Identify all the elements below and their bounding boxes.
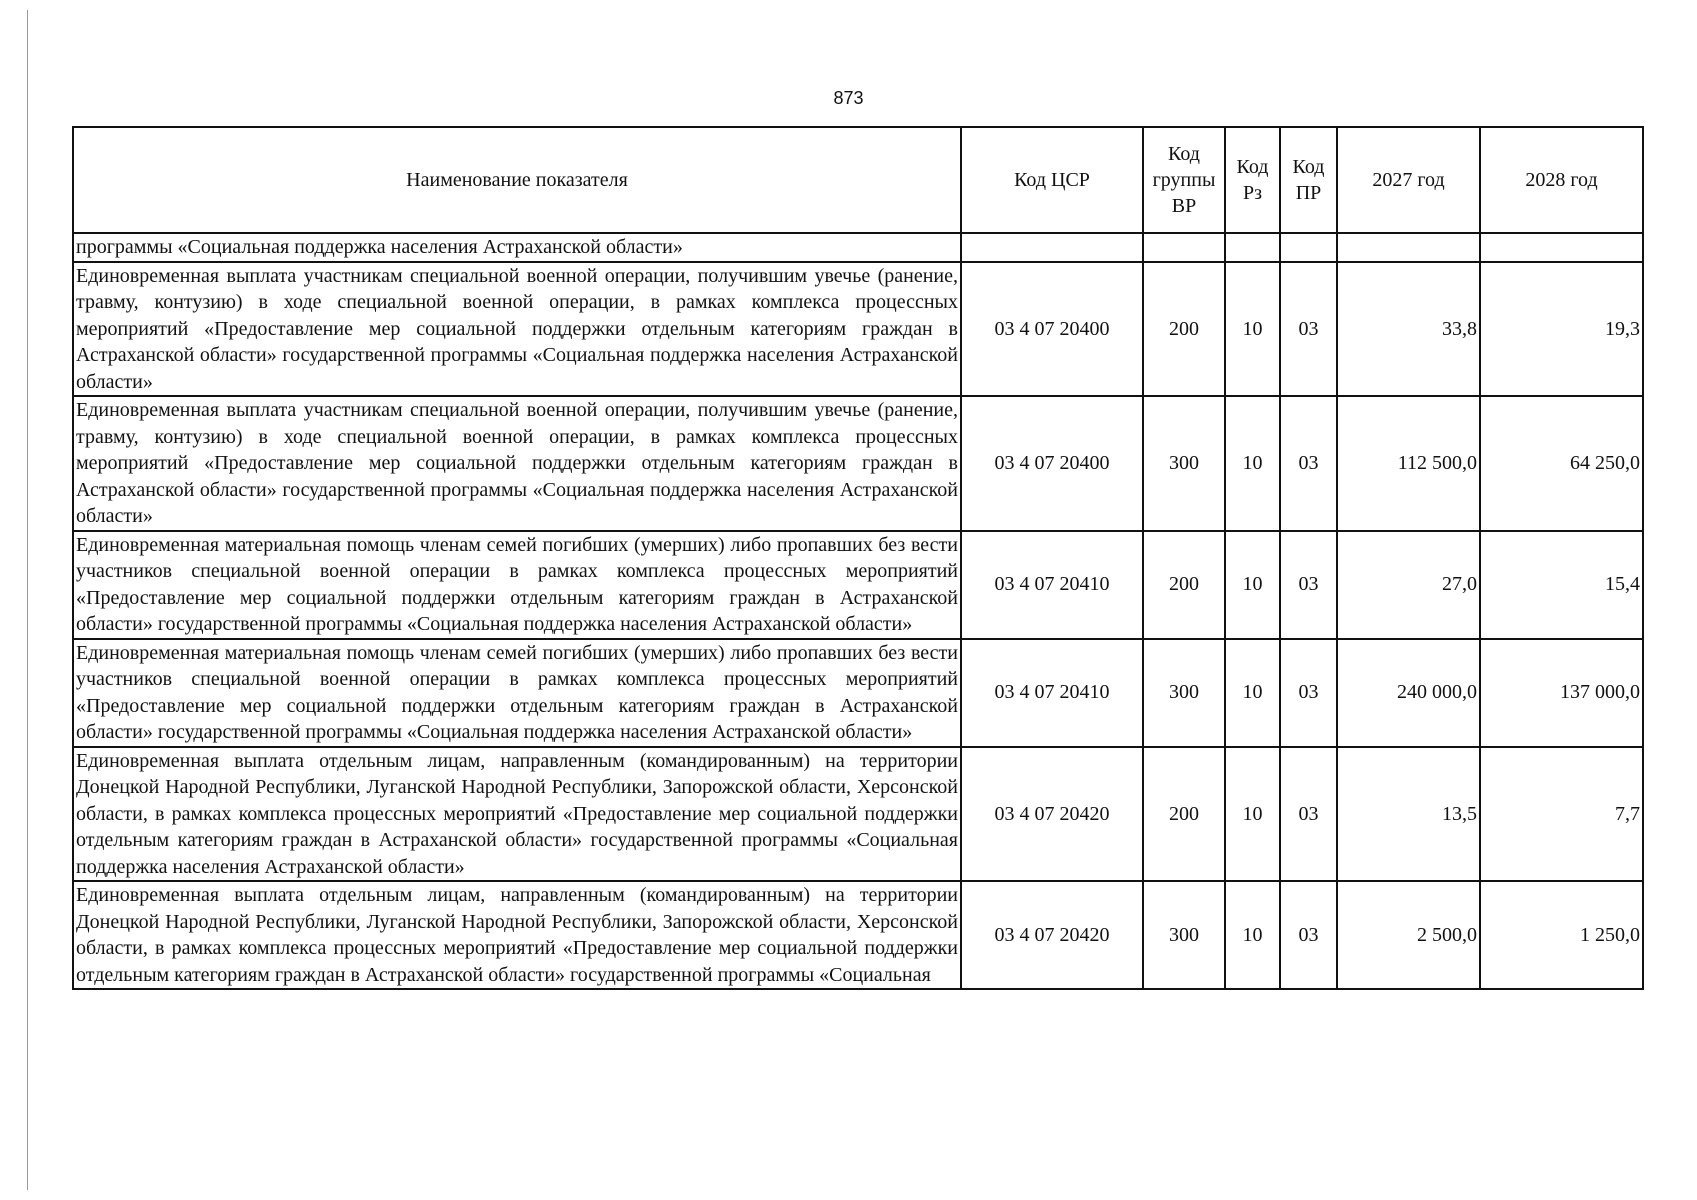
header-name: Наименование показателя	[73, 127, 961, 233]
row-2027: 112 500,0	[1337, 396, 1480, 531]
row-2028: 1 250,0	[1480, 881, 1643, 989]
row-2028: 137 000,0	[1480, 639, 1643, 747]
header-2028: 2028 год	[1480, 127, 1643, 233]
row-2028: 7,7	[1480, 747, 1643, 882]
row-csr: 03 4 07 20420	[961, 881, 1143, 989]
row-rz: 10	[1225, 531, 1280, 639]
table-row	[73, 639, 1643, 747]
row-name: Единовременная выплата отдельным лицам, направленным (командированным) на территории Донецкой Народной Республики, Луганской Народной Республики, Запорожской области, Херсонской области, в рамках комплекса процессных мероприятий «Предоставление мер социальной поддержки отдельным категориям граждан в Астраханской области» государственной программы «Социальная	[73, 881, 961, 989]
row-2028: 64 250,0	[1480, 396, 1643, 531]
row-2027: 33,8	[1337, 262, 1480, 397]
row-csr: 03 4 07 20400	[961, 396, 1143, 531]
empty-cell	[1225, 233, 1280, 262]
row-name: Единовременная выплата участникам специальной военной операции, получившим увечье (ранение, травму, контузию) в ходе специальной военной операции, в рамках комплекса процессных мероприятий «Предоставление мер социальной поддержки отдельным категориям граждан в Астраханской области» государственной программы «Социальная поддержка населения Астраханской области»	[73, 396, 961, 531]
row-vr: 200	[1143, 747, 1225, 882]
table-row	[73, 881, 1643, 989]
row-2028: 19,3	[1480, 262, 1643, 397]
row-rz: 10	[1225, 639, 1280, 747]
header-2027: 2027 год	[1337, 127, 1480, 233]
row-rz: 10	[1225, 262, 1280, 397]
row-2028: 15,4	[1480, 531, 1643, 639]
header-vr: Код группы ВР	[1143, 127, 1225, 233]
row-name: Единовременная выплата участникам специальной военной операции, получившим увечье (ранение, травму, контузию) в ходе специальной военной операции, в рамках комплекса процессных мероприятий «Предоставление мер социальной поддержки отдельным категориям граждан в Астраханской области» государственной программы «Социальная поддержка населения Астраханской области»	[73, 262, 961, 397]
header-csr: Код ЦСР	[961, 127, 1143, 233]
row-csr: 03 4 07 20400	[961, 262, 1143, 397]
table-row	[73, 531, 1643, 639]
row-vr: 300	[1143, 639, 1225, 747]
row-vr: 300	[1143, 396, 1225, 531]
row-csr: 03 4 07 20410	[961, 531, 1143, 639]
row-pr: 03	[1280, 639, 1337, 747]
empty-cell	[1143, 233, 1225, 262]
empty-cell	[1480, 233, 1643, 262]
row-csr: 03 4 07 20420	[961, 747, 1143, 882]
row-2027: 2 500,0	[1337, 881, 1480, 989]
row-csr: 03 4 07 20410	[961, 639, 1143, 747]
table-row-continuation	[73, 233, 1643, 262]
row-name: Единовременная материальная помощь членам семей погибших (умерших) либо пропавших без вести участников специальной военной операции в рамках комплекса процессных мероприятий «Предоставление мер социальной поддержки отдельным категориям граждан в Астраханской области» государственной программы «Социальная поддержка населения Астраханской области»	[73, 639, 961, 747]
row-pr: 03	[1280, 881, 1337, 989]
row-2027: 27,0	[1337, 531, 1480, 639]
row-rz: 10	[1225, 881, 1280, 989]
row-pr: 03	[1280, 262, 1337, 397]
row-name: Единовременная выплата отдельным лицам, направленным (командированным) на территории Донецкой Народной Республики, Луганской Народной Республики, Запорожской области, Херсонской области, в рамках комплекса процессных мероприятий «Предоставление мер социальной поддержки отдельным категориям граждан в Астраханской области» государственной программы «Социальная поддержка населения Астраханской области»	[73, 747, 961, 882]
empty-cell	[961, 233, 1143, 262]
budget-table	[72, 126, 1644, 990]
page-number: 873	[833, 88, 864, 108]
table-row	[73, 747, 1643, 882]
table-row	[73, 262, 1643, 397]
table-header-row	[73, 127, 1643, 233]
row-pr: 03	[1280, 396, 1337, 531]
row-pr: 03	[1280, 747, 1337, 882]
header-pr: Код ПР	[1280, 127, 1337, 233]
empty-cell	[1337, 233, 1480, 262]
row-2027: 240 000,0	[1337, 639, 1480, 747]
header-rz: Код Рз	[1225, 127, 1280, 233]
continuation-text: программы «Социальная поддержка населения Астраханской области»	[73, 233, 961, 262]
row-name: Единовременная материальная помощь членам семей погибших (умерших) либо пропавших без вести участников специальной военной операции в рамках комплекса процессных мероприятий «Предоставление мер социальной поддержки отдельным категориям граждан в Астраханской области» государственной программы «Социальная поддержка населения Астраханской области»	[73, 531, 961, 639]
empty-cell	[1280, 233, 1337, 262]
scan-edge-line	[27, 10, 28, 1190]
row-rz: 10	[1225, 747, 1280, 882]
table-row	[73, 396, 1643, 531]
row-vr: 200	[1143, 262, 1225, 397]
row-rz: 10	[1225, 396, 1280, 531]
row-vr: 200	[1143, 531, 1225, 639]
row-2027: 13,5	[1337, 747, 1480, 882]
row-pr: 03	[1280, 531, 1337, 639]
row-vr: 300	[1143, 881, 1225, 989]
